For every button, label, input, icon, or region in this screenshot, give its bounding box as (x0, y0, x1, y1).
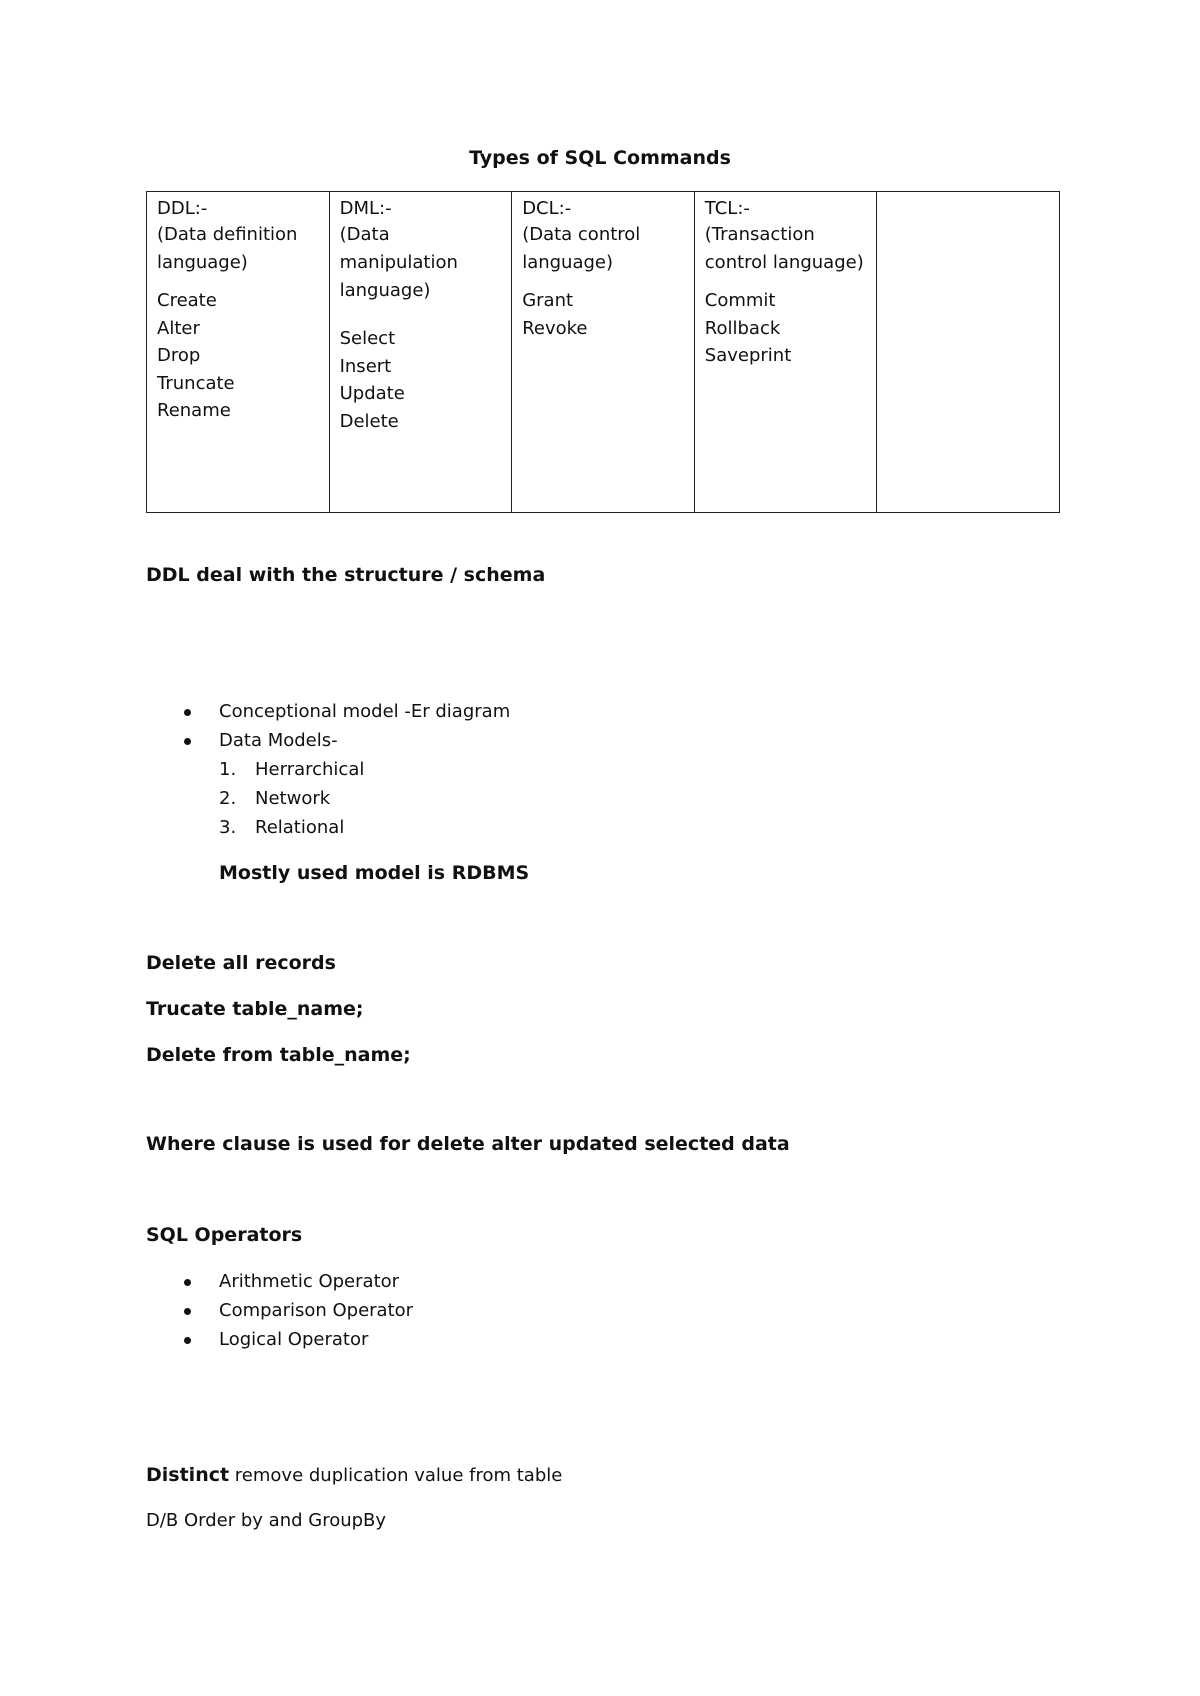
distinct-note (146, 1464, 562, 1486)
sql-commands-table (146, 191, 1060, 513)
dcl-heading: DCL:- (522, 198, 572, 219)
dml-command: Update (339, 383, 405, 404)
dml-command: Delete (339, 410, 399, 432)
dcl-command: Grant (522, 290, 574, 311)
tcl-command-list (705, 287, 867, 370)
distinct-description: remove duplication value from table (229, 1465, 563, 1486)
numbered-item: Herrarchical (255, 759, 365, 780)
mostly-used-note: Mostly used model is RDBMS (219, 862, 530, 884)
tcl-command: Rollback (704, 317, 781, 339)
ddl-command: Truncate (157, 372, 235, 394)
tcl-cell (694, 192, 877, 513)
list-item: Data Models- (219, 730, 338, 751)
distinct-keyword: Distinct (146, 1464, 230, 1486)
dml-command: Select (339, 328, 396, 349)
ddl-command: Alter (157, 317, 200, 339)
ddl-command: Drop (157, 345, 201, 366)
list-number: 2. (219, 788, 237, 809)
numbered-item: Network (255, 788, 331, 809)
tcl-description: (Transaction control language) (704, 224, 864, 273)
dml-heading: DML:- (339, 198, 392, 219)
dml-command: Insert (339, 355, 392, 377)
truncate-command: Trucate table_name; (146, 998, 364, 1020)
dcl-description: (Data control language) (522, 224, 641, 273)
ddl-description: (Data definition language) (157, 224, 298, 273)
dcl-command: Revoke (522, 317, 588, 339)
ddl-command: Rename (157, 400, 231, 421)
where-clause-note: Where clause is used for delete alter updated selected data (146, 1133, 790, 1155)
bullet-icon (184, 1337, 191, 1344)
tcl-command: Commit (704, 290, 776, 311)
table-row (147, 192, 1060, 513)
dcl-cell (512, 192, 695, 513)
ddl-command-list (157, 287, 319, 425)
tcl-heading: TCL:- (704, 198, 750, 219)
delete-all-heading: Delete all records (146, 952, 336, 974)
ddl-command: Create (157, 290, 217, 311)
order-groupby-note: D/B Order by and GroupBy (146, 1510, 387, 1531)
dml-command-list (340, 325, 502, 435)
list-item: Arithmetic Operator (219, 1271, 400, 1292)
list-item: Conceptional model -Er diagram (219, 701, 511, 722)
bullet-icon (184, 738, 191, 745)
bullet-icon (184, 1279, 191, 1286)
list-item: Logical Operator (219, 1329, 369, 1350)
bullet-icon (184, 709, 191, 716)
numbered-item: Relational (255, 817, 345, 838)
bullet-icon (184, 1308, 191, 1315)
dml-cell (329, 192, 512, 513)
page-title: Types of SQL Commands (469, 147, 731, 169)
ddl-heading: DDL:- (157, 198, 208, 219)
delete-command: Delete from table_name; (146, 1044, 411, 1066)
operators-heading: SQL Operators (146, 1224, 303, 1246)
dcl-command-list (522, 287, 684, 342)
dml-description: (Data manipulation language) (339, 224, 458, 301)
empty-cell (877, 192, 1060, 513)
ddl-note: DDL deal with the structure / schema (146, 564, 546, 586)
list-number: 1. (219, 759, 237, 780)
ddl-cell (147, 192, 330, 513)
list-item: Comparison Operator (219, 1300, 414, 1321)
list-number: 3. (219, 817, 237, 838)
tcl-command: Saveprint (704, 345, 792, 366)
